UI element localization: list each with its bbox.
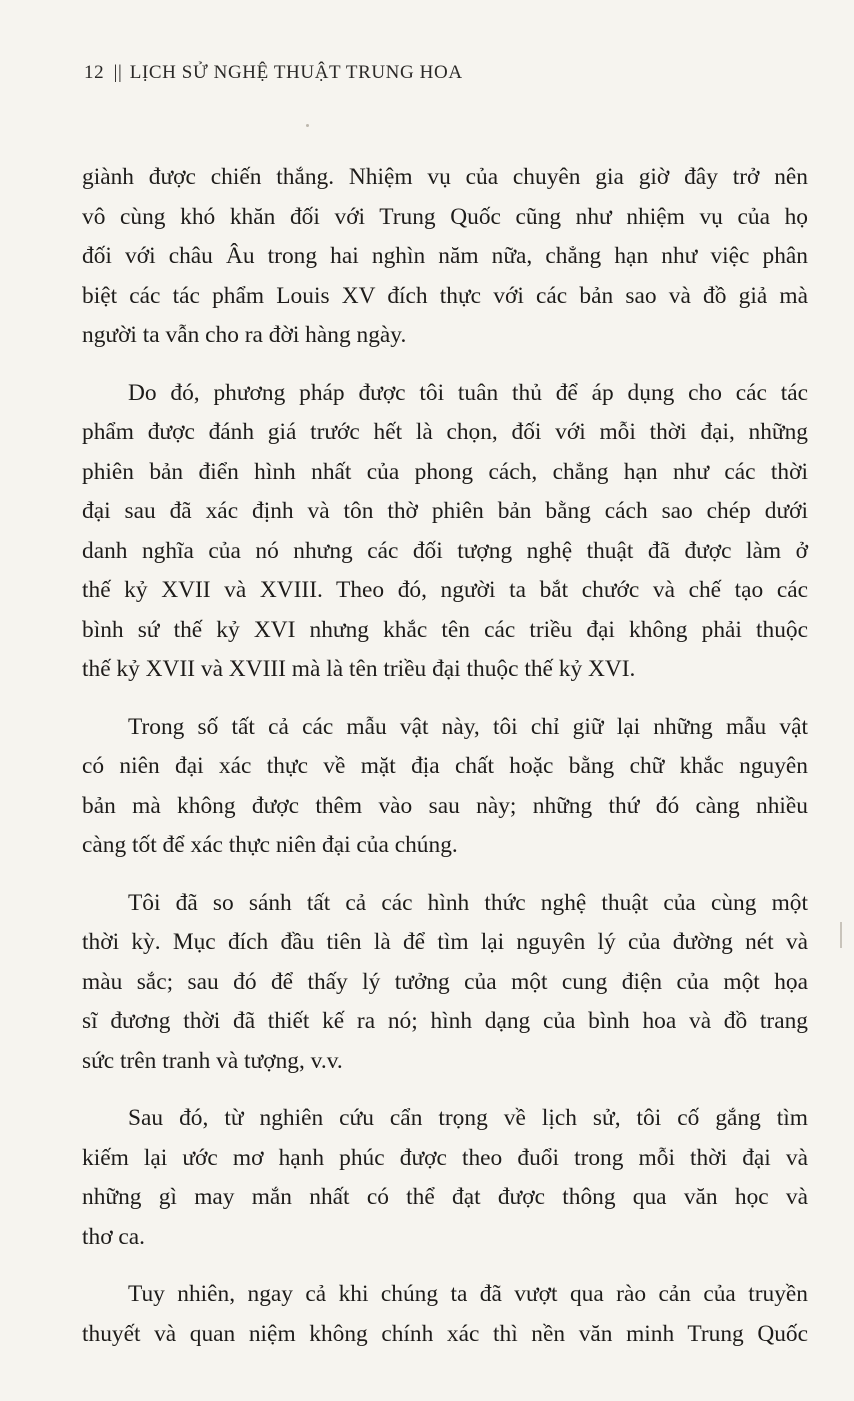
text-line: càng tốt để xác thực niên đại của chúng. [82,832,458,858]
text-line: danh nghĩa của nó nhưng các đối tượng nghệ thuật đã được làm ở [82,537,808,564]
text-line: giành được chiến thắng. Nhiệm vụ của chuyên gia giờ đây trở nên [82,164,808,190]
book-title: LỊCH SỬ NGHỆ THUẬT TRUNG HOA [129,62,463,83]
text-line: Trong số tất cả các mẫu vật này, tôi chỉ giữ lại những mẫu vật [128,713,808,740]
text-line: thời kỳ. Mục đích đầu tiên là để tìm lại nguyên lý của đường nét và [82,929,808,955]
text-line: người ta vẫn cho ra đời hàng ngày. [82,322,407,348]
text-line: đối với châu Âu trong hai nghìn năm nữa, chẳng hạn như việc phân [82,243,808,269]
text-line: thuyết và quan niệm không chính xác thì nền văn minh Trung Quốc [82,1320,808,1347]
paragraph-5 [82,1099,808,1257]
text-line: có niên đại xác thực về mặt địa chất hoặc bằng chữ khắc nguyên [82,753,808,779]
page-number: 12 [84,62,105,83]
text-line: thơ ca. [82,1223,146,1250]
paper-speck [306,124,309,127]
text-line: phiên bản điển hình nhất của phong cách, chẳng hạn như các thời [82,458,808,485]
paragraph-3 [82,708,808,866]
text-line: kiếm lại ước mơ hạnh phúc được theo đuổi trong mỗi thời đại và [82,1144,808,1171]
text-line: thế kỷ XVII và XVIII mà là tên triều đại thuộc thế kỷ XVI. [82,656,636,682]
running-header [84,62,463,84]
paragraph-1 [82,158,808,356]
text-line: bình sứ thế kỷ XVI nhưng khắc tên các triều đại không phải thuộc [82,616,808,643]
text-line: Sau đó, từ nghiên cứu cẩn trọng về lịch sử, tôi cố gắng tìm [128,1105,808,1131]
text-line: phẩm được đánh giá trước hết là chọn, đối với mỗi thời đại, những [82,419,808,445]
text-line: thế kỷ XVII và XVIII. Theo đó, người ta bắt chước và chế tạo các [82,577,808,603]
text-line: Tuy nhiên, ngay cả khi chúng ta đã vượt qua rào cản của truyền [128,1281,808,1307]
text-line: Tôi đã so sánh tất cả các hình thức nghệ thuật của cùng một [128,889,808,916]
paragraph-6 [82,1275,808,1354]
text-line: biệt các tác phẩm Louis XV đích thực với các bản sao và đồ giả mà [82,282,808,309]
text-line: bản mà không được thêm vào sau này; những thứ đó càng nhiều [82,792,808,819]
body-text [82,158,808,1372]
text-line: màu sắc; sau đó để thấy lý tưởng của một cung điện của một họa [82,968,808,995]
paragraph-2 [82,374,808,690]
text-line: vô cùng khó khăn đối với Trung Quốc cũng như nhiệm vụ của họ [82,203,808,230]
text-line: Do đó, phương pháp được tôi tuân thủ để áp dụng cho các tác [128,379,808,406]
text-line: sức trên tranh và tượng, v.v. [82,1047,343,1074]
margin-mark [840,922,842,948]
text-line: những gì may mắn nhất có thể đạt được thông qua văn học và [82,1184,808,1210]
paragraph-4 [82,884,808,1082]
header-separator: || [113,62,123,83]
text-line: đại sau đã xác định và tôn thờ phiên bản bằng cách sao chép dưới [82,498,808,524]
text-line: sĩ đương thời đã thiết kế ra nó; hình dạng của bình hoa và đồ trang [82,1008,808,1034]
